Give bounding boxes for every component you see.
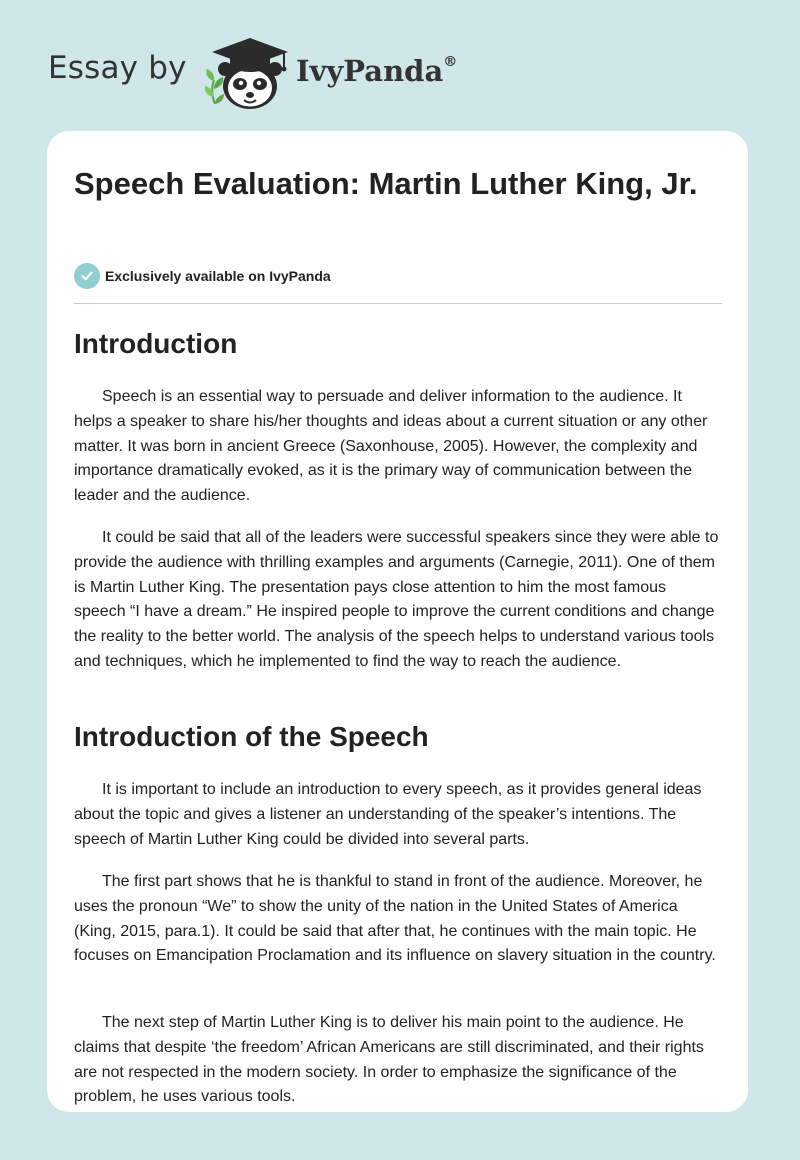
section-heading: Introduction — [74, 328, 238, 359]
paragraph: It could be said that all of the leaders were successful speakers since they were able to provide the audience with thrilling examples and arguments (Carnegie, 2011). One of them is Martin Luther King. The presentation pays close attention to him the most famous speech “I have a dream.” He inspired people to improve the current conditions and change the reality to the better world. The analysis of the speech helps to understand various tools and techniques, which he implemented to find the way to reach the audience. — [74, 529, 719, 670]
section-heading: Introduction of the Speech — [74, 721, 429, 752]
paragraph: The next step of Martin Luther King is to deliver his main point to the audience. He claims that despite ‘the freedom’ African Americans are still discriminated, and their rights are not respected in the modern society. In order to emphasize the significance of the problem, he uses various tools. — [74, 1014, 704, 1106]
registered-mark: ® — [443, 54, 458, 71]
paragraph: Speech is an essential way to persuade and deliver information to the audience. It helps a speaker to share his/her thoughts and ideas about a current situation or any other matter. It was born in ancient Greece (Saxonhouse, 2005). However, the complexity and importance dramatically evoked, as it is the primary way of communication between the leader and the audience. — [74, 388, 708, 505]
site-header — [0, 0, 800, 130]
divider — [74, 303, 722, 304]
brand-name[interactable] — [296, 54, 457, 88]
essay-by-label: Essay by — [48, 50, 187, 86]
exclusive-label: Exclusively available on IvyPanda — [105, 268, 331, 284]
paragraph: It is important to include an introduction to every speech, as it provides general ideas about the topic and gives a listener an understanding of the speaker’s intentions. The speech of Martin Luther King could be divided into several parts. — [74, 781, 702, 848]
paragraph: The first part shows that he is thankful to stand in front of the audience. Moreover, he uses the pronoun “We” to show the unity of the nation in the United States of America (King, 2015, para.1). It could be said that after that, he continues with the main topic. He focuses on Emancipation Proclamation and its influence on slavery situation in the country. — [74, 873, 716, 965]
check-icon — [74, 263, 100, 289]
essay-title: Speech Evaluation: Martin Luther King, Jr. — [74, 166, 698, 201]
panda-logo-icon[interactable] — [198, 34, 292, 110]
exclusive-badge — [74, 262, 331, 290]
essay-card — [47, 131, 748, 1112]
brand-label: IvyPanda — [296, 54, 444, 88]
